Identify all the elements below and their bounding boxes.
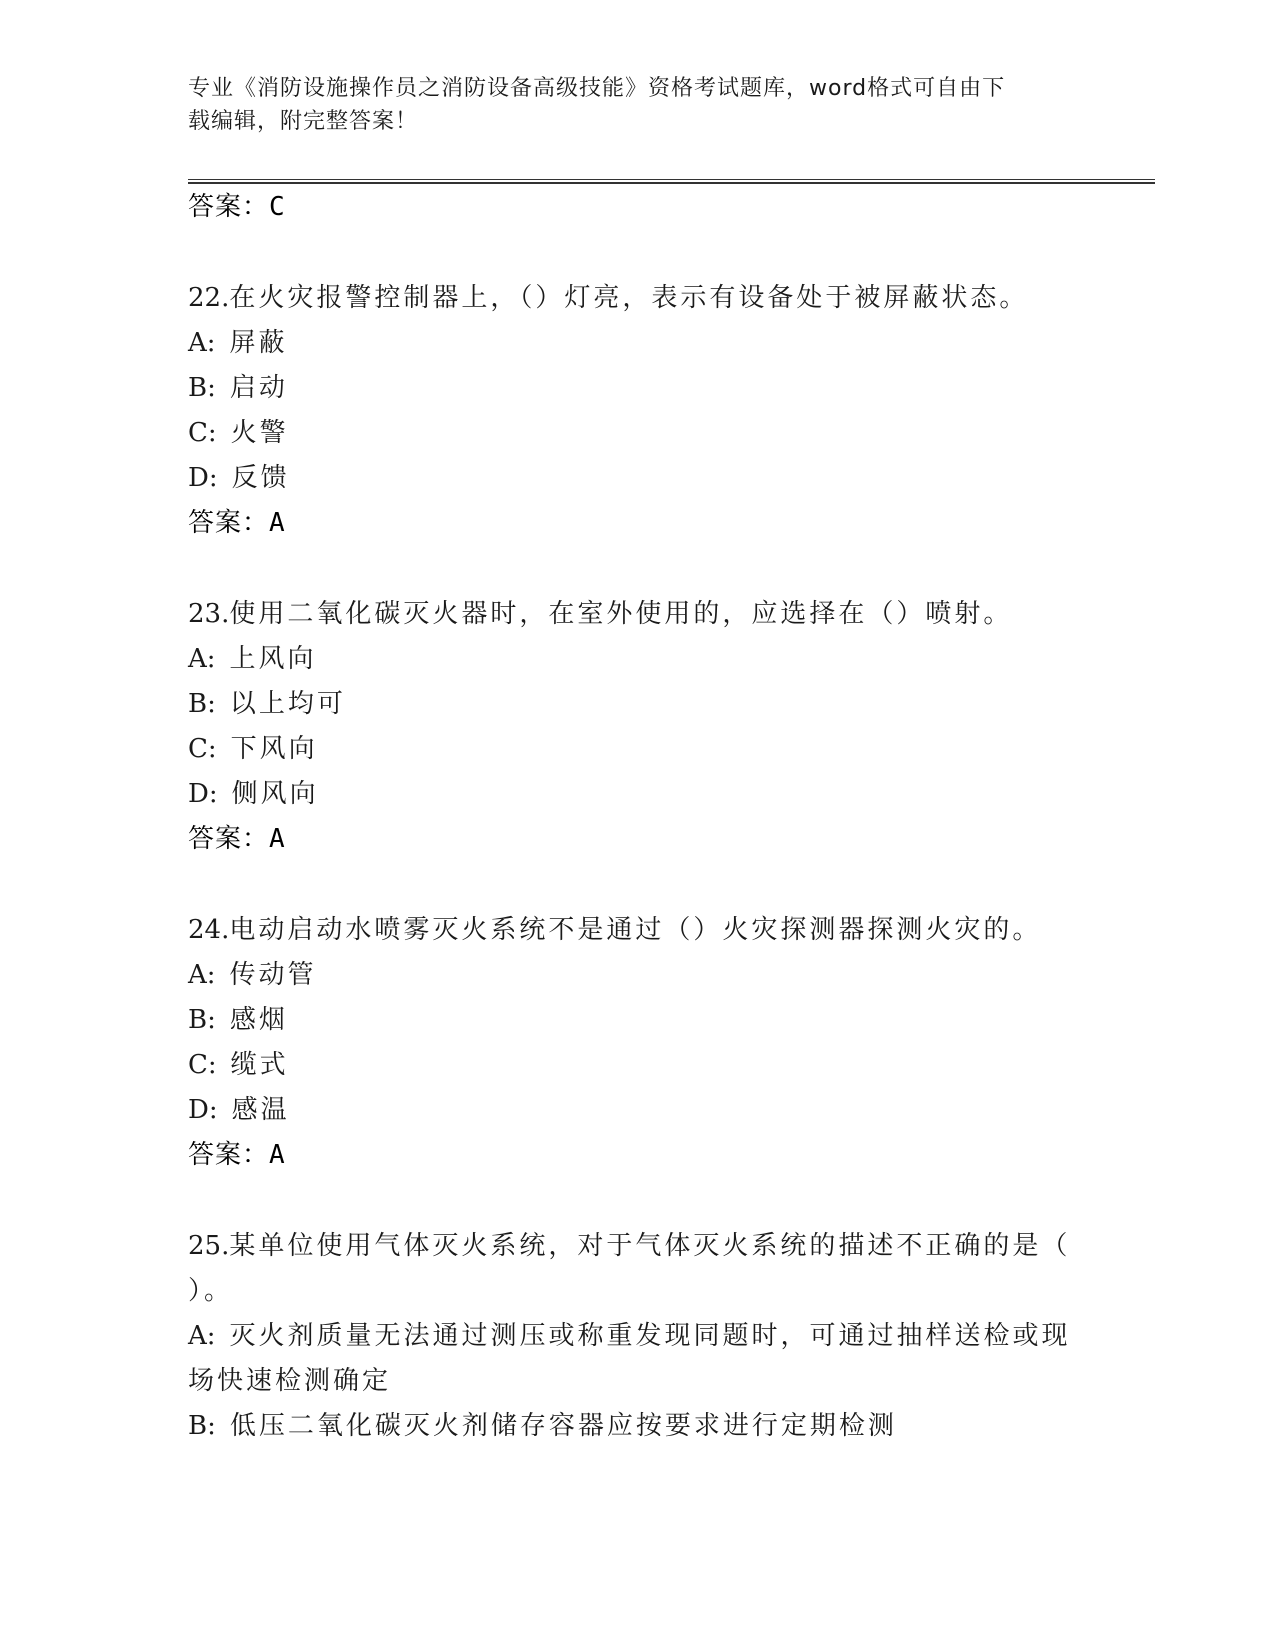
option-text: 缆式: [230, 1050, 289, 1080]
option-text: 屏蔽: [229, 328, 288, 358]
question-22: [188, 282, 1028, 314]
q23-option-b: [188, 688, 346, 720]
option-text: 侧风向: [231, 779, 319, 809]
q22-option-d: [188, 462, 290, 494]
question-text: 在火灾报警控制器上，（）灯亮，表示有设备处于被屏蔽状态。: [229, 283, 1029, 313]
option-text: 低压二氧化碳灭火剂储存容器应按要求进行定期检测: [229, 1411, 897, 1441]
answer-label: 答案：: [188, 192, 270, 222]
q24-option-d: [188, 1094, 290, 1126]
option-text: 感烟: [229, 1005, 288, 1035]
option-letter: B:: [188, 1005, 216, 1035]
header-line-2: 载编辑，附完整答案！: [188, 109, 419, 134]
answer-label: 答案：: [188, 508, 270, 538]
header-line-1: 专业《消防设施操作员之消防设备高级技能》资格考试题库，word格式可自由下: [188, 76, 1006, 101]
option-letter: B:: [188, 689, 216, 719]
option-text: 下风向: [230, 734, 318, 764]
q25-option-a-continued: [188, 1365, 391, 1397]
answer-label: 答案：: [188, 824, 270, 854]
option-text-line-2: 场快速检测确定: [188, 1366, 392, 1396]
q23-option-a: [188, 643, 317, 675]
option-letter: A:: [188, 644, 216, 674]
question-25-continued: [188, 1275, 233, 1307]
q22-option-c: [188, 417, 289, 449]
answer-value: A: [269, 508, 286, 538]
option-text: 火警: [230, 418, 289, 448]
option-letter: C:: [188, 1050, 217, 1080]
q24-answer: [188, 1139, 286, 1171]
q22-option-a: [188, 327, 288, 359]
question-text: 电动启动水喷雾灭火系统不是通过（）火灾探测器探测火灾的。: [229, 915, 1042, 945]
question-number: 22.: [188, 283, 230, 313]
question-text-line-1: 某单位使用气体灭火系统，对于气体灭火系统的描述不正确的是（: [229, 1231, 1071, 1261]
option-text: 感温: [231, 1095, 290, 1125]
question-24: [188, 914, 1041, 946]
option-letter: A:: [188, 328, 216, 358]
q24-option-c: [188, 1049, 289, 1081]
document-header: [188, 72, 1068, 138]
option-text-line-1: 灭火剂质量无法通过测压或称重发现同题时，可通过抽样送检或现: [229, 1321, 1071, 1351]
question-number: 23.: [188, 599, 230, 629]
question-number: 25.: [188, 1231, 230, 1261]
option-letter: D:: [188, 779, 218, 809]
question-25: [188, 1230, 1070, 1262]
header-divider: [188, 179, 1155, 184]
q24-option-a: [188, 959, 317, 991]
option-letter: D:: [188, 1095, 218, 1125]
q23-option-c: [188, 733, 318, 765]
question-text-line-2: ）。: [188, 1276, 234, 1306]
option-text: 以上均可: [229, 689, 346, 719]
answer-label: 答案：: [188, 1140, 270, 1170]
option-text: 传动管: [229, 960, 317, 990]
option-letter: B:: [188, 373, 216, 403]
previous-answer: [188, 191, 286, 223]
option-letter: A:: [188, 1321, 216, 1351]
option-text: 反馈: [231, 463, 290, 493]
option-text: 启动: [229, 373, 288, 403]
answer-value: A: [269, 1140, 286, 1170]
question-23: [188, 598, 1012, 630]
answer-value: C: [269, 192, 286, 222]
question-number: 24.: [188, 915, 230, 945]
q23-option-d: [188, 778, 319, 810]
option-letter: D:: [188, 463, 218, 493]
option-letter: C:: [188, 418, 217, 448]
answer-value: A: [269, 824, 286, 854]
q25-option-b: [188, 1410, 897, 1442]
option-letter: C:: [188, 734, 217, 764]
option-letter: B:: [188, 1411, 216, 1441]
q25-option-a: [188, 1320, 1071, 1352]
question-text: 使用二氧化碳灭火器时，在室外使用的，应选择在（）喷射。: [229, 599, 1013, 629]
q23-answer: [188, 823, 286, 855]
q24-option-b: [188, 1004, 288, 1036]
q22-answer: [188, 507, 286, 539]
option-text: 上风向: [229, 644, 317, 674]
option-letter: A:: [188, 960, 216, 990]
q22-option-b: [188, 372, 288, 404]
